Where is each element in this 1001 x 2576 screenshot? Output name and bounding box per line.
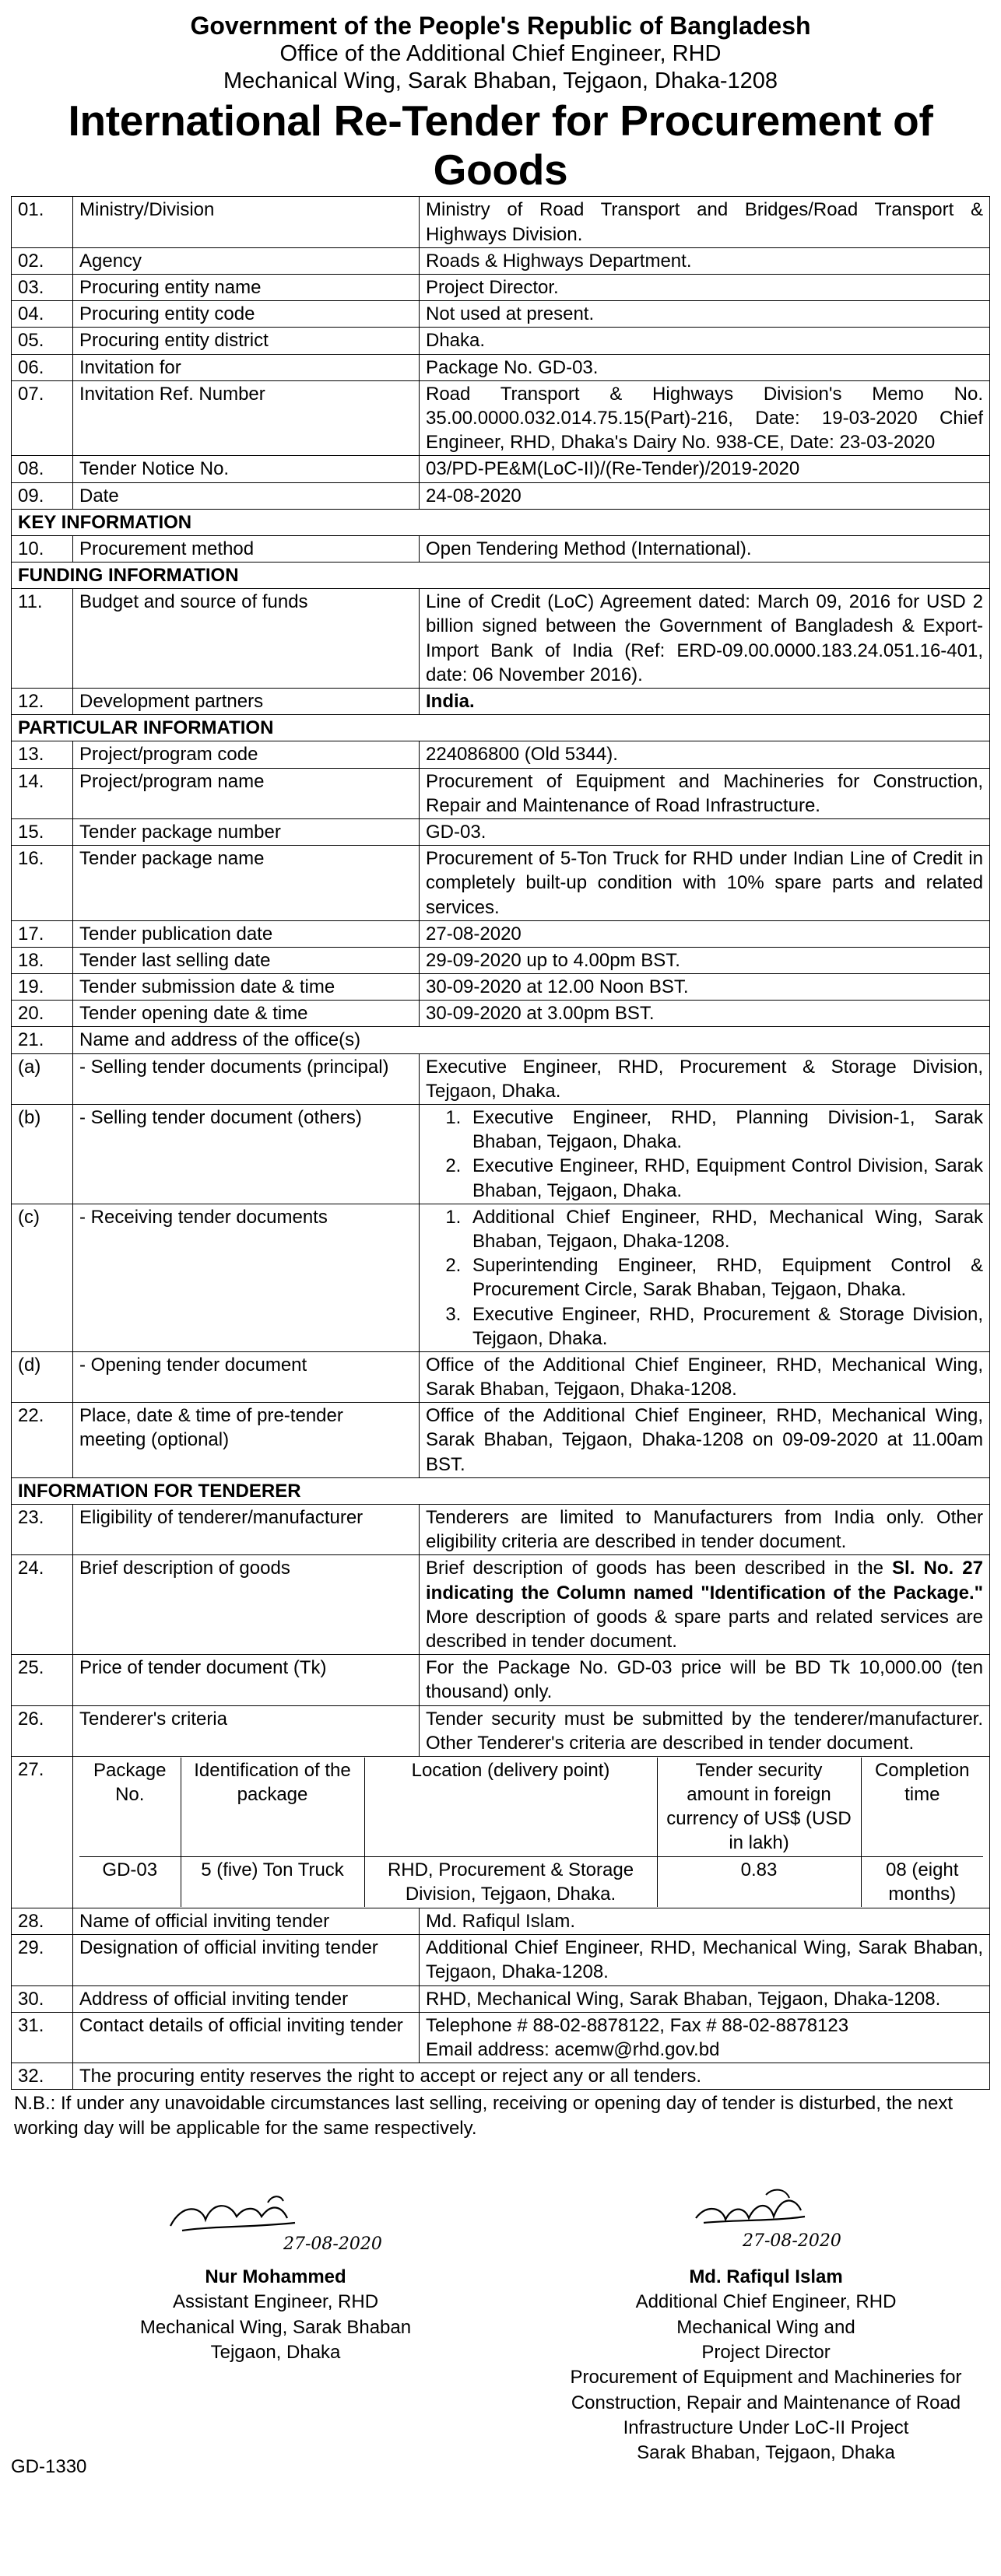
table-row xyxy=(12,1351,990,1402)
row-label: Place, date & time of pre-tender meeting (optional) xyxy=(73,1403,420,1478)
signatory-line: Project Director xyxy=(701,2341,831,2363)
signatory-name: Md. Rafiqul Islam xyxy=(689,2266,843,2287)
table-row xyxy=(12,1555,990,1655)
row-number: 14. xyxy=(12,768,73,818)
row-label: Brief description of goods xyxy=(73,1555,420,1655)
row-number: 25. xyxy=(12,1655,73,1705)
row-value: Project Director. xyxy=(420,275,990,301)
row-value: Road Transport & Highways Division's Memo No. 35.00.0000.032.014.75.15(Part)-216, Date: 19-03-2020 Chief Engineer, RHD, Dhaka's Dairy No. 938-CE, Date: 23-03-2020 xyxy=(420,380,990,456)
section-heading: PARTICULAR INFORMATION xyxy=(12,715,990,741)
row-label: Tender Notice No. xyxy=(73,456,420,482)
row-label: Tender package name xyxy=(73,846,420,921)
row-value: 24-08-2020 xyxy=(420,482,990,509)
notice-title: International Re-Tender for Procurement of Goods xyxy=(68,96,933,195)
signatory-line: Additional Chief Engineer, RHD xyxy=(635,2291,897,2313)
section-heading: FUNDING INFORMATION xyxy=(12,563,990,589)
table-row xyxy=(12,2012,990,2063)
row-label: Tender last selling date xyxy=(73,947,420,973)
row-number: 23. xyxy=(12,1505,73,1555)
table-row xyxy=(12,1001,990,1027)
table-row xyxy=(12,920,990,947)
row-value: Open Tendering Method (International). xyxy=(420,535,990,562)
table-row xyxy=(12,1505,990,1555)
table-row xyxy=(12,1027,990,1053)
section-heading-row xyxy=(12,1477,990,1504)
list-item: 2. Executive Engineer, RHD, Equipment Control Division, Sarak Bhaban, Tejgaon, Dhaka. xyxy=(466,1154,983,1202)
row-number: 18. xyxy=(12,947,73,973)
list-item: 1. Executive Engineer, RHD, Planning Division-1, Sarak Bhaban, Tejgaon, Dhaka. xyxy=(466,1106,983,1154)
row-number: 09. xyxy=(12,482,73,509)
row-number: 19. xyxy=(12,974,73,1001)
table-row xyxy=(12,818,990,845)
table-row xyxy=(12,482,990,509)
row-label: Tender submission date & time xyxy=(73,974,420,1001)
row-value xyxy=(420,1204,990,1351)
signatory-line: Construction, Repair and Maintenance of Road xyxy=(571,2392,961,2413)
row-number: 08. xyxy=(12,456,73,482)
contact-phone-fax: Telephone # 88-02-8878122, Fax # 88-02-8878123 xyxy=(426,2014,849,2036)
office-name: Office of the Additional Chief Engineer, RHD xyxy=(279,41,722,67)
row-value: Md. Rafiqul Islam. xyxy=(420,1908,990,1935)
row-value: 29-09-2020 up to 4.00pm BST. xyxy=(420,947,990,973)
table-row xyxy=(12,974,990,1001)
row-label: Tenderer's criteria xyxy=(73,1705,420,1756)
row-value: Office of the Additional Chief Engineer, RHD, Mechanical Wing, Sarak Bhaban, Tejgaon, Dhaka-1208. xyxy=(420,1351,990,1402)
row-value: Procurement of 5-Ton Truck for RHD under Indian Line of Credit in completely built-up condition with 10% spare parts and related services. xyxy=(420,846,990,921)
table-row xyxy=(12,1705,990,1756)
signatory-name: Nur Mohammed xyxy=(205,2266,346,2287)
row-label: Designation of official inviting tender xyxy=(73,1935,420,1985)
row-value xyxy=(420,2012,990,2063)
row-number: 20. xyxy=(12,1001,73,1027)
row-number: 29. xyxy=(12,1935,73,1985)
list-item: 3. Executive Engineer, RHD, Procurement & Storage Division, Tejgaon, Dhaka. xyxy=(466,1302,983,1351)
office-list xyxy=(426,1106,983,1203)
row-value: Procurement of Equipment and Machineries for Construction, Repair and Maintenance of Road Infrastructure. xyxy=(420,768,990,818)
row-number: 04. xyxy=(12,301,73,328)
signatory-line: Mechanical Wing, Sarak Bhaban xyxy=(139,2316,412,2338)
table-row xyxy=(12,1908,990,1935)
row-value: 224086800 (Old 5344). xyxy=(420,741,990,768)
row-value: Roads & Highways Department. xyxy=(420,247,990,274)
row-value: Executive Engineer, RHD, Procurement & Storage Division, Tejgaon, Dhaka. xyxy=(420,1053,990,1104)
row-label: Procuring entity code xyxy=(73,301,420,328)
row-number: 17. xyxy=(12,920,73,947)
signature-date: 27-08-2020 xyxy=(743,2231,841,2251)
row-value: India. xyxy=(420,689,990,715)
row-value: 30-09-2020 at 3.00pm BST. xyxy=(420,1001,990,1027)
row-value: 27-08-2020 xyxy=(420,920,990,947)
row-number: 22. xyxy=(12,1403,73,1478)
notice-header xyxy=(11,11,990,195)
section-heading: INFORMATION FOR TENDERER xyxy=(12,1477,990,1504)
row-value: Dhaka. xyxy=(420,328,990,354)
row-value: Ministry of Road Transport and Bridges/Road Transport & Highways Division. xyxy=(420,197,990,247)
row-label: Development partners xyxy=(73,689,420,715)
table-row xyxy=(12,535,990,562)
table-row xyxy=(12,1756,990,1908)
table-row xyxy=(12,589,990,689)
tender-security-header: Tender security amount in foreign currency of US$ (USD in lakh) xyxy=(657,1758,861,1856)
row-label: Invitation for xyxy=(73,354,420,380)
row-value: Tender security must be submitted by the tenderer/manufacturer. Other Tenderer's criteria are described in tender document. xyxy=(420,1705,990,1756)
package-no-header: Package No. xyxy=(79,1758,181,1856)
row-label: Address of official inviting tender xyxy=(73,1985,420,2012)
package-table-cell xyxy=(73,1756,990,1908)
row-label: Eligibility of tenderer/manufacturer xyxy=(73,1505,420,1555)
row-value: Line of Credit (LoC) Agreement dated: March 09, 2016 for USD 2 billion signed between the Government of Bangladesh & Export-Import Bank of India (Ref: ERD-09.00.0000.183.24.051.16-401, date: 06 November 2016). xyxy=(420,589,990,689)
table-row xyxy=(12,1985,990,2012)
package-table xyxy=(79,1758,983,1907)
row-number: 15. xyxy=(12,818,73,845)
location-header: Location (delivery point) xyxy=(364,1758,657,1856)
completion-time-cell: 08 (eight months) xyxy=(861,1856,983,1907)
row-number: (b) xyxy=(12,1105,73,1204)
row-value: Tenderers are limited to Manufacturers from India only. Other eligibility criteria are described in tender document. xyxy=(420,1505,990,1555)
table-row xyxy=(12,1403,990,1478)
row-label: Contact details of official inviting tender xyxy=(73,2012,420,2063)
row-value: 30-09-2020 at 12.00 Noon BST. xyxy=(420,974,990,1001)
row-number: (a) xyxy=(12,1053,73,1104)
row-label: Budget and source of funds xyxy=(73,589,420,689)
row-number: 03. xyxy=(12,275,73,301)
row-value: Not used at present. xyxy=(420,301,990,328)
table-row xyxy=(12,1204,990,1351)
table-row xyxy=(12,2063,990,2090)
row-label: - Opening tender document xyxy=(73,1351,420,1402)
table-row xyxy=(12,741,990,768)
row-number: 10. xyxy=(12,535,73,562)
row-label: Name of official inviting tender xyxy=(73,1908,420,1935)
row-number: 31. xyxy=(12,2012,73,2063)
row-number: 24. xyxy=(12,1555,73,1655)
handwritten-signature xyxy=(548,2171,984,2265)
table-row xyxy=(12,380,990,456)
notice-code: GD-1330 xyxy=(11,2456,87,2477)
row-value: 03/PD-PE&M(LoC-II)/(Re-Tender)/2019-2020 xyxy=(420,456,990,482)
row-value: RHD, Mechanical Wing, Sarak Bhaban, Tejgaon, Dhaka-1208. xyxy=(420,1985,990,2012)
row-number: 26. xyxy=(12,1705,73,1756)
signatory-line: Assistant Engineer, RHD xyxy=(172,2291,379,2313)
row-number: 01. xyxy=(12,197,73,247)
government-name: Government of the People's Republic of Bangladesh xyxy=(190,12,811,40)
table-row xyxy=(12,328,990,354)
signature-scribble-right xyxy=(548,2171,984,2265)
tender-security-cell: 0.83 xyxy=(657,1856,861,1907)
section-heading-row xyxy=(12,563,990,589)
table-row xyxy=(12,1655,990,1705)
row-value: Additional Chief Engineer, RHD, Mechanical Wing, Sarak Bhaban, Tejgaon, Dhaka-1208. xyxy=(420,1935,990,1985)
row-label: Name and address of the office(s) xyxy=(73,1027,990,1053)
section-heading: KEY INFORMATION xyxy=(12,509,990,535)
location-cell: RHD, Procurement & Storage Division, Tejgaon, Dhaka. xyxy=(364,1856,657,1907)
list-item: 2. Superintending Engineer, RHD, Equipment Control & Procurement Circle, Sarak Bhaban, Tejgaon, Dhaka. xyxy=(466,1253,983,1302)
row-value: GD-03. xyxy=(420,818,990,845)
package-table-header-row xyxy=(79,1758,983,1856)
table-row xyxy=(12,275,990,301)
table-row xyxy=(12,947,990,973)
row-label: - Selling tender documents (principal) xyxy=(73,1053,420,1104)
row-label: Project/program name xyxy=(73,768,420,818)
row-label: Price of tender document (Tk) xyxy=(73,1655,420,1705)
row-label: Ministry/Division xyxy=(73,197,420,247)
table-row xyxy=(12,354,990,380)
row-number: 13. xyxy=(12,741,73,768)
row-number: 02. xyxy=(12,247,73,274)
signature-block-left xyxy=(128,2171,423,2366)
row-label: Agency xyxy=(73,247,420,274)
row-label: Date xyxy=(73,482,420,509)
row-number: 21. xyxy=(12,1027,73,1053)
row-label: Project/program code xyxy=(73,741,420,768)
row-label: Procuring entity name xyxy=(73,275,420,301)
tender-details-table xyxy=(11,196,990,2090)
row-number: 07. xyxy=(12,380,73,456)
row-number: 05. xyxy=(12,328,73,354)
signatory-line: Mechanical Wing and xyxy=(676,2316,855,2338)
row-number: 30. xyxy=(12,1985,73,2012)
signatory-line: Sarak Bhaban, Tejgaon, Dhaka xyxy=(637,2442,895,2464)
table-row xyxy=(12,846,990,921)
table-row xyxy=(12,197,990,247)
signature-section xyxy=(11,2140,990,2576)
table-row xyxy=(12,689,990,715)
package-no-cell: GD-03 xyxy=(79,1856,181,1907)
row-number: 28. xyxy=(12,1908,73,1935)
row-label: - Receiving tender documents xyxy=(73,1204,420,1351)
table-row xyxy=(12,1053,990,1104)
contact-email: Email address: acemw@rhd.gov.bd xyxy=(426,2038,720,2060)
completion-time-header: Completion time xyxy=(861,1758,983,1856)
handwritten-signature xyxy=(128,2171,423,2265)
row-label: Procuring entity district xyxy=(73,328,420,354)
office-address: Mechanical Wing, Sarak Bhaban, Tejgaon, Dhaka-1208 xyxy=(223,68,778,94)
row-label: Tender opening date & time xyxy=(73,1001,420,1027)
row-label: Tender publication date xyxy=(73,920,420,947)
table-row xyxy=(12,301,990,328)
goods-description-text: More description of goods & spare parts and related services are described in tender document. xyxy=(426,1606,983,1652)
office-list xyxy=(426,1205,983,1351)
table-row xyxy=(12,456,990,482)
row-value: Office of the Additional Chief Engineer, RHD, Mechanical Wing, Sarak Bhaban, Tejgaon, Dhaka-1208 on 09-09-2020 at 11.00am BST. xyxy=(420,1403,990,1478)
nota-bene: N.B.: If under any unavoidable circumstances last selling, receiving or opening day of tender is disturbed, the next working day will be applicable for the same respectively. xyxy=(14,2093,954,2139)
row-value: The procuring entity reserves the right to accept or reject any or all tenders. xyxy=(73,2063,990,2090)
row-number: (c) xyxy=(12,1204,73,1351)
row-label: Tender package number xyxy=(73,818,420,845)
row-number: 32. xyxy=(12,2063,73,2090)
row-number: 16. xyxy=(12,846,73,921)
signature-scribble-left xyxy=(128,2171,423,2265)
goods-description-text: Brief description of goods has been described in the xyxy=(426,1558,893,1579)
signatory-line: Procurement of Equipment and Machineries for xyxy=(570,2367,962,2388)
row-number: (d) xyxy=(12,1351,73,1402)
row-value xyxy=(420,1105,990,1204)
table-row xyxy=(12,247,990,274)
signature-date: 27-08-2020 xyxy=(283,2234,382,2254)
row-label: Invitation Ref. Number xyxy=(73,380,420,456)
list-item: 1. Additional Chief Engineer, RHD, Mechanical Wing, Sarak Bhaban, Tejgaon, Dhaka-1208. xyxy=(466,1205,983,1253)
row-number: 27. xyxy=(12,1756,73,1908)
row-value: For the Package No. GD-03 price will be BD Tk 10,000.00 (ten thousand) only. xyxy=(420,1655,990,1705)
row-number: 11. xyxy=(12,589,73,689)
row-value: Package No. GD-03. xyxy=(420,354,990,380)
section-heading-row xyxy=(12,715,990,741)
row-value xyxy=(420,1555,990,1655)
package-table-row xyxy=(79,1856,983,1907)
goods-description-bold: Sl. No. 27 indicating the Column named "Identification of the Package." xyxy=(426,1558,983,1603)
identification-header: Identification of the package xyxy=(181,1758,364,1856)
row-label: - Selling tender document (others) xyxy=(73,1105,420,1204)
section-heading-row xyxy=(12,509,990,535)
signatory-line: Infrastructure Under LoC-II Project xyxy=(623,2417,909,2439)
signatory-line: Tejgaon, Dhaka xyxy=(210,2341,341,2363)
table-row xyxy=(12,1935,990,1985)
row-number: 06. xyxy=(12,354,73,380)
table-row xyxy=(12,768,990,818)
table-row xyxy=(12,1105,990,1204)
signature-block-right xyxy=(548,2171,984,2466)
row-label: Procurement method xyxy=(73,535,420,562)
identification-cell: 5 (five) Ton Truck xyxy=(181,1856,364,1907)
row-number: 12. xyxy=(12,689,73,715)
